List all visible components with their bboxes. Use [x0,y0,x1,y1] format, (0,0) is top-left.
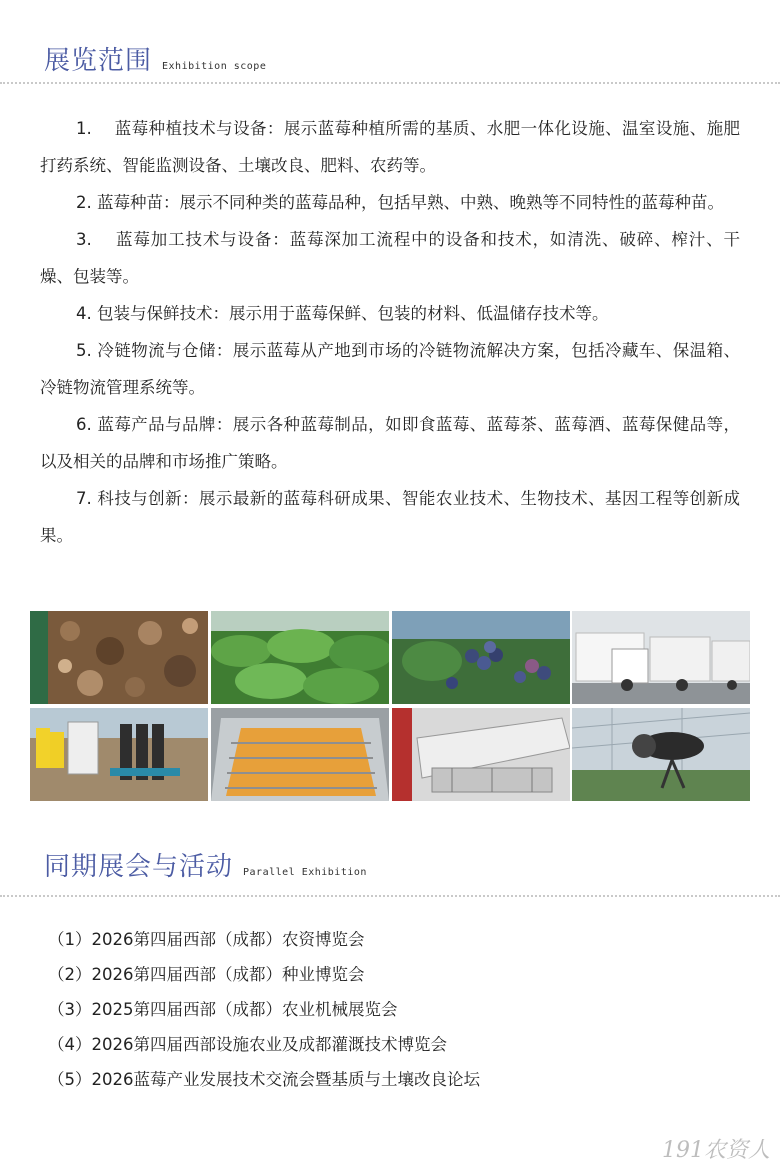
photo-seedlings [211,611,389,704]
parallel-item-4: （4）2026第四届西部设施农业及成都灌溉技术博览会 [48,1035,447,1054]
section-title-en: Parallel Exhibition [243,867,367,878]
dotted-divider [0,895,780,897]
scope-item-6: 6. 蓝莓产品与品牌：展示各种蓝莓制品，如即食蓝莓、蓝莓茶、蓝莓酒、蓝莓保健品等，以及相关的品牌和市场推广策略。 [40,415,740,471]
section-title-zh: 同期展会与活动 [44,852,234,882]
photo-blueberries [392,611,570,704]
section-title-parallel-exhibition [44,846,367,883]
photo-irrigation-equipment [30,708,208,801]
scope-item-1: 1. 蓝莓种植技术与设备：展示蓝莓种植所需的基质、水肥一体化设施、温室设施、施肥打药系统、智能监测设备、土壤改良、肥料、农药等。 [40,119,740,175]
photo-greenhouse-heater [572,708,750,801]
scope-item-4: 4. 包装与保鲜技术：展示用于蓝莓保鲜、包装的材料、低温储存技术等。 [76,304,609,323]
scope-item-7: 7. 科技与创新：展示最新的蓝莓科研成果、智能农业技术、生物技术、基因工程等创新成果。 [40,489,740,545]
section-title-exhibition-scope [44,40,266,77]
photo-sorting-machine [392,708,570,801]
photo-grid [30,611,750,801]
photo-refrigerated-trucks [572,611,750,704]
parallel-exhibition-list [48,922,480,1097]
scope-item-3: 3. 蓝莓加工技术与设备：蓝莓深加工流程中的设备和技术，如清洗、破碎、榨汁、干燥、包装等。 [40,230,740,286]
dotted-divider [0,82,780,84]
section-title-zh: 展览范围 [44,46,153,76]
parallel-item-5: （5）2026蓝莓产业发展技术交流会暨基质与土壤改良论坛 [48,1070,480,1089]
scope-item-5: 5. 冷链物流与仓储：展示蓝莓从产地到市场的冷链物流解决方案，包括冷藏车、保温箱、冷链物流管理系统等。 [40,341,740,397]
parallel-item-1: （1）2026第四届西部（成都）农资博览会 [48,930,365,949]
photo-washing-line [211,708,389,801]
parallel-item-2: （2）2026第四届西部（成都）种业博览会 [48,965,365,984]
photo-soil-substrate [30,611,208,704]
watermark-logo: 191农资人 [662,1138,770,1163]
scope-item-2: 2. 蓝莓种苗：展示不同种类的蓝莓品种，包括早熟、中熟、晚熟等不同特性的蓝莓种苗。 [76,193,724,212]
section-title-en: Exhibition scope [162,61,267,72]
exhibition-scope-list [40,110,740,554]
parallel-item-3: （3）2025第四届西部（成都）农业机械展览会 [48,1000,398,1019]
